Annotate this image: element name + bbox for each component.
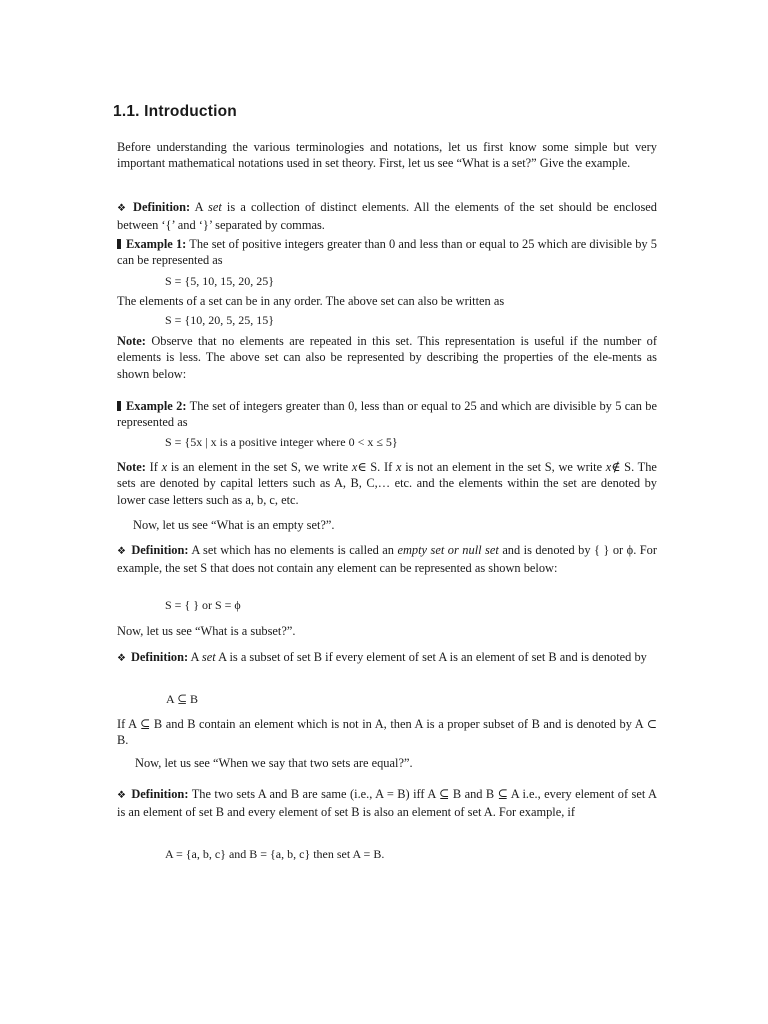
diamond-bullet-icon: ❖ — [117, 790, 127, 801]
definition-label: Definition: — [133, 200, 191, 214]
formula-equal-sets: A = {a, b, c} and B = {a, b, c} then set A = B. — [165, 847, 385, 861]
definition-set: ❖ Definition: A set is a collection of distinct elements. All the elements of the set should be enclosed between ‘{’ and ‘}’ separated by commas. — [117, 200, 657, 233]
diamond-bullet-icon: ❖ — [117, 546, 127, 557]
definition-empty-set: ❖ Definition: A set which has no elements is called an empty set or null set and is denoted by { } or ϕ. For example, the set S that does not contain any element can be represented as shown below: — [117, 543, 657, 576]
intro-paragraph: Before understanding the various terminologies and notations, let us first know some simple but very important mathematical notations used in set theory. First, let us see “What is a set?” Give the example. — [117, 140, 657, 171]
note-label: Note: — [117, 334, 146, 348]
note-2: Note: If x is an element in the set S, we write x∈ S. If x is not an element in the set S, we write x∉ S. The sets are denoted by capital letters such as A, B, C,… etc. and the elements within the set are denoted by lower case letters such as a, b, c, etc. — [117, 460, 657, 507]
square-bullet-icon — [117, 239, 121, 249]
note-1: Note: Observe that no elements are repeated in this set. This representation is useful if the number of elements is less. The above set can also be represented by describing the properties of the ele-ments as shown below: — [117, 334, 657, 381]
formula-example-1: S = {5, 10, 15, 20, 25} — [165, 274, 274, 288]
term-set: set — [201, 650, 216, 664]
section-heading: 1.1. Introduction — [113, 103, 237, 120]
formula-empty-set: S = { } or S = ϕ — [165, 598, 241, 612]
term-empty-set: empty set — [397, 543, 445, 557]
diamond-bullet-icon: ❖ — [117, 653, 126, 664]
diamond-bullet-icon: ❖ — [117, 203, 129, 214]
example-1: Example 1: The set of positive integers greater than 0 and less than or equal to 25 which are divisible by 5 can be represented as — [117, 237, 657, 268]
definition-subset: ❖ Definition: A set A is a subset of set B if every element of set A is an element of set B and is denoted by — [117, 650, 647, 664]
example-2: Example 2: The set of integers greater than 0, less than or equal to 25 and which are divisible by 5 can be represented as — [117, 399, 658, 430]
formula-subset: A ⊆ B — [166, 692, 199, 706]
square-bullet-icon — [117, 401, 121, 411]
example-label: Example 1: — [126, 237, 187, 251]
formula-example-2: S = {5x | x is a positive integer where 0 < x ≤ 5} — [165, 435, 398, 449]
subset-question: Now, let us see “What is a subset?”. — [117, 624, 296, 638]
equal-sets-question: Now, let us see “When we say that two sets are equal?”. — [135, 756, 413, 770]
order-paragraph: The elements of a set can be in any order. The above set can also be written as — [117, 294, 505, 308]
empty-set-question: Now, let us see “What is an empty set?”. — [133, 518, 335, 532]
proper-subset-paragraph: If A ⊆ B and B contain an element which is not in A, then A is a proper subset of B and is denoted by A ⊂ B. — [117, 717, 657, 748]
definition-equal-sets: ❖ Definition: The two sets A and B are same (i.e., A = B) iff A ⊆ B and B ⊆ A i.e., every element of set A is an element of set B and every element of set B is also an element of set A. For example, if — [117, 787, 657, 820]
definition-label: Definition: — [131, 787, 189, 801]
term-set: set — [208, 200, 222, 214]
example-label: Example 2: — [126, 399, 187, 413]
term-null-set: null set — [462, 543, 499, 557]
definition-label: Definition: — [131, 543, 189, 557]
note-label: Note: — [117, 460, 146, 474]
definition-label: Definition: — [130, 650, 189, 664]
formula-order: S = {10, 20, 5, 25, 15} — [165, 313, 274, 327]
